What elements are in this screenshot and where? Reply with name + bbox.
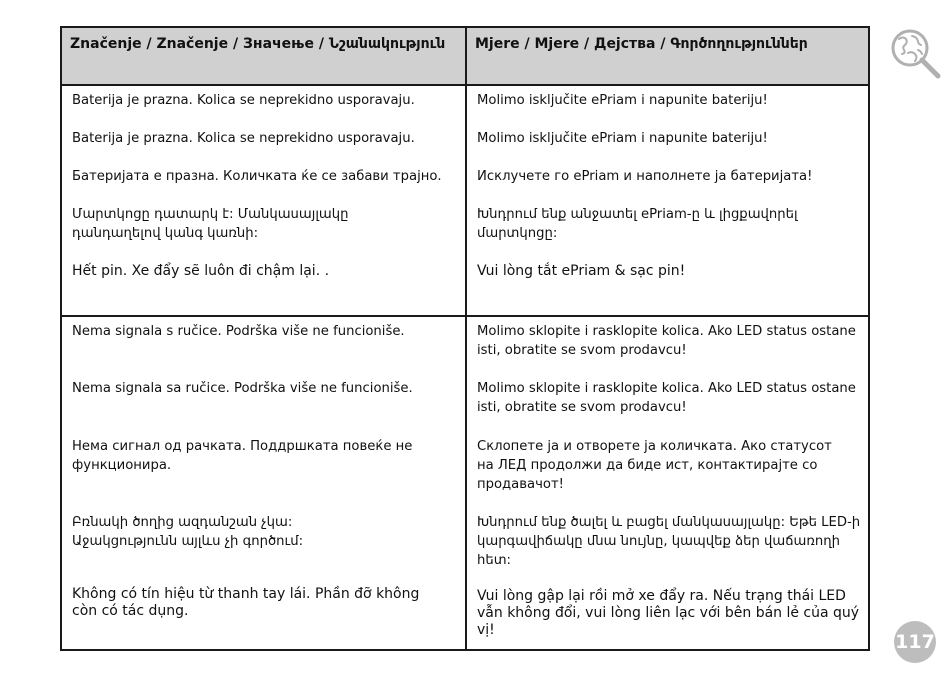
header-action-label: Mjere / Mjere / Дејства / Գործողություններ bbox=[475, 36, 808, 52]
row2-meaning-sr: Nema signala sa ručice. Podrška više ne funcioniše. bbox=[72, 381, 413, 396]
instruction-table bbox=[60, 26, 870, 651]
row1-action-vi: Vui lòng tắt ePriam & sạc pin! bbox=[477, 263, 686, 279]
header-meaning bbox=[62, 28, 465, 84]
page-number-badge bbox=[894, 621, 936, 663]
row1-meaning-vi: Hết pin. Xe đẩy sẽ luôn đi chậm lại. . bbox=[72, 263, 330, 279]
row1-action-sr: Molimo isključite ePriam i napunite bateriju! bbox=[477, 131, 768, 146]
row1-action-hr: Molimo isključite ePriam i napunite bateriju! bbox=[477, 93, 768, 108]
row2-action-sr: Molimo sklopite i rasklopite kolica. Ako LED status ostane isti, obratite se svom prodavcu! bbox=[477, 381, 856, 415]
row2-action-mk: Склопете ја и отворете ја количката. Ако статусот на ЛЕД продолжи да биде ист, контактирајте со продавачот! bbox=[477, 439, 832, 492]
row1-meaning-hr: Baterija je prazna. Kolica se neprekidno usporavaju. bbox=[72, 93, 415, 108]
row2-action-vi: Vui lòng gập lại rồi mở xe đẩy ra. Nếu trạng thái LED vẫn không đổi, vui lòng liên lạc với bên bán lẻ của quý vị! bbox=[477, 588, 860, 638]
page-number: 117 bbox=[895, 631, 935, 653]
row2-meaning-mk: Нема сигнал од рачката. Поддршката повеќе не функционира. bbox=[72, 439, 413, 473]
row1-action-mk: Исклучете го ePriam и наполнете ја батеријата! bbox=[477, 169, 813, 184]
row1-action-hy: Խնդրում ենք անջատել ePriam-ը և լիցքավորել մարտկոցը: bbox=[477, 207, 798, 241]
header-action bbox=[467, 28, 868, 84]
magnifier-globe-icon bbox=[888, 26, 944, 82]
row2-meaning-vi: Không có tín hiệu từ thanh tay lái. Phần đỡ không còn có tác dụng. bbox=[72, 586, 420, 619]
row1-meaning-mk: Батеријата е празна. Количката ќе се забави трајно. bbox=[72, 169, 442, 184]
row2-meaning-hy: Բռնակի ծողից ազդանշան չկա: Աջակցությունն այլևս չի գործում: bbox=[72, 515, 304, 549]
header-meaning-label: Značenje / Značenje / Значење / Նշանակություն bbox=[70, 36, 446, 52]
row2-meaning-hr: Nema signala s ručice. Podrška više ne funcioniše. bbox=[72, 324, 405, 339]
row1-meaning-sr: Baterija je prazna. Kolica se neprekidno usporavaju. bbox=[72, 131, 415, 146]
row2-action-hy: Խնդրում ենք ծալել և բացել մանկասայլակը: Եթե LED-ի կարգավիճակը մնա նույնը, կապվեք ձեր վաճառողի հետ: bbox=[477, 515, 861, 568]
row1-meaning-hy: Մարտկոցը դատարկ է: Մանկասայլակը դանդաղելով կանգ կառնի: bbox=[72, 207, 349, 241]
row2-action-hr: Molimo sklopite i rasklopite kolica. Ako LED status ostane isti, obratite se svom prodavcu! bbox=[477, 324, 856, 358]
